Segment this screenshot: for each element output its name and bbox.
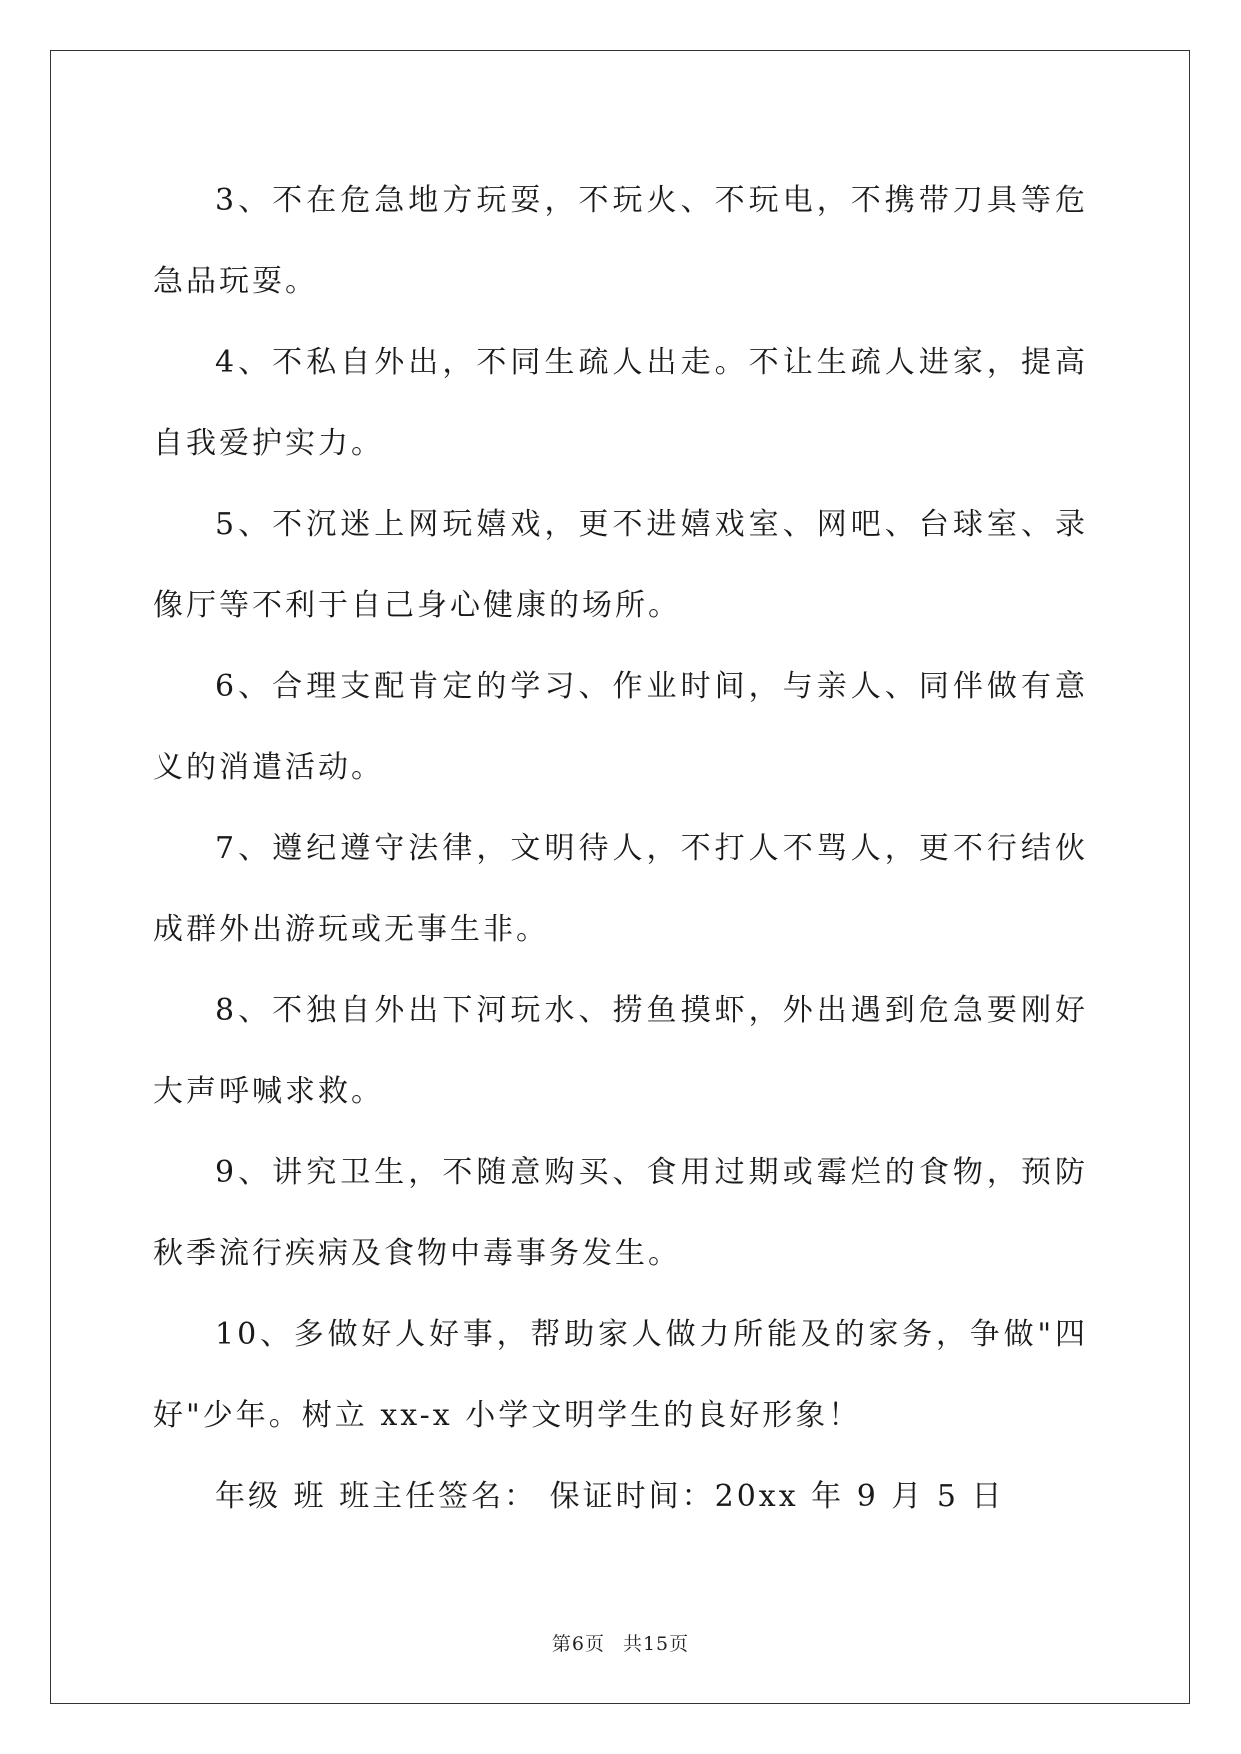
paragraph-item-8: 8、不独自外出下河玩水、捞鱼摸虾，外出遇到危急要刚好大声呼喊求救。 bbox=[153, 993, 1088, 1109]
paragraph-item-6: 6、合理支配肯定的学习、作业时间，与亲人、同伴做有意义的消遣活动。 bbox=[153, 669, 1088, 785]
document-body bbox=[153, 160, 1088, 1537]
paragraph-item-3: 3、不在危急地方玩耍，不玩火、不玩电，不携带刀具等危急品玩耍。 bbox=[153, 183, 1088, 299]
page-footer bbox=[0, 1629, 1241, 1656]
page-number: 第6页 bbox=[551, 1633, 605, 1655]
paragraph-item-5: 5、不沉迷上网玩嬉戏，更不进嬉戏室、网吧、台球室、录像厅等不利于自己身心健康的场所。 bbox=[153, 507, 1088, 623]
page-total: 共15页 bbox=[622, 1633, 690, 1655]
paragraph-item-4: 4、不私自外出，不同生疏人出走。不让生疏人进家，提高自我爱护实力。 bbox=[153, 345, 1088, 461]
paragraph-item-9: 9、讲究卫生，不随意购买、食用过期或霉烂的食物，预防秋季流行疾病及食物中毒事务发生。 bbox=[153, 1155, 1088, 1271]
paragraph-item-7: 7、遵纪遵守法律，文明待人，不打人不骂人，更不行结伙成群外出游玩或无事生非。 bbox=[153, 831, 1088, 947]
signature-line: 年级 班 班主任签名： 保证时间：20xx 年 9 月 5 日 bbox=[215, 1479, 1005, 1514]
paragraph-item-10: 10、多做好人好事，帮助家人做力所能及的家务，争做"四好"少年。树立 xx-x 小学文明学生的良好形象！ bbox=[153, 1317, 1088, 1433]
